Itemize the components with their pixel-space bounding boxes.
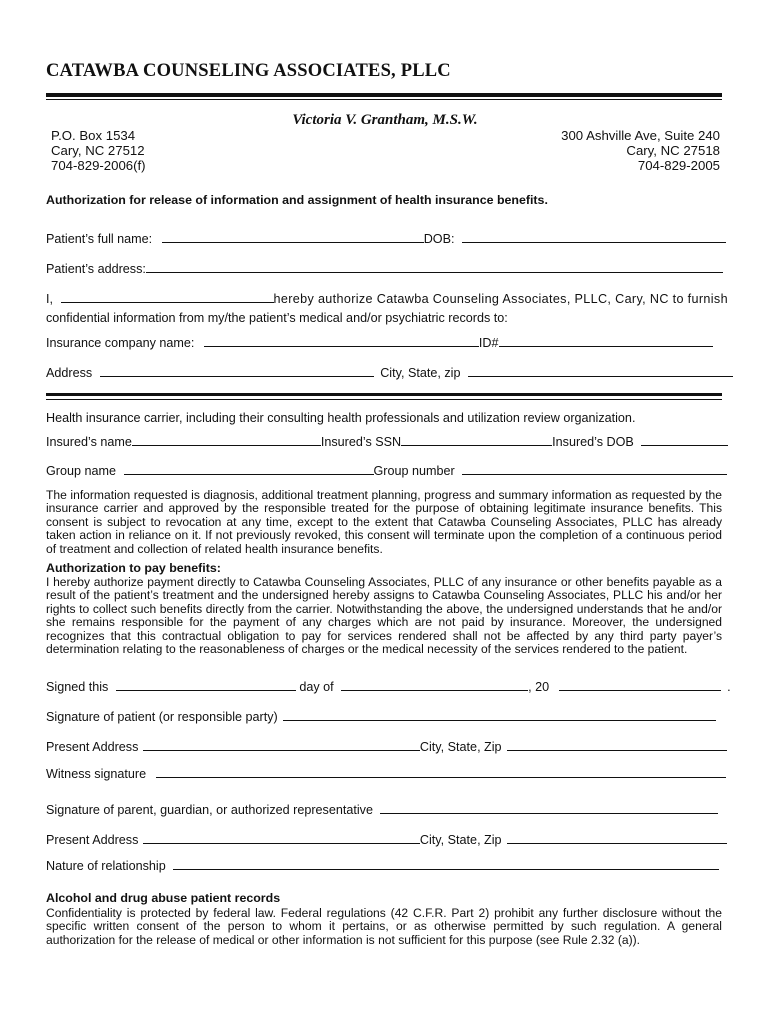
period: . [727, 680, 731, 694]
relationship-row [46, 857, 719, 873]
header-rule-thin [46, 99, 722, 100]
consent-text: The information requested is diagnosis, additional treatment planning, progress and summary information as requested by the insurance carrier and approved by the responsible treated for the purpose of obtaining legitimate insurance benefits. This consent is subject to revocation at any time, except to the extent that Catawba Counseling Associates, PLLC has already taken action in reliance on it. If not previously revoked, this consent will terminate upon the completion of a continuous period of treatment and collection of related health insurance benefits. [46, 488, 722, 556]
authorize-text: hereby authorize Catawba Counseling Associates, PLLC, Cary, NC to furnish [273, 292, 728, 306]
street-address-line: Cary, NC 27518 [626, 143, 720, 158]
carrier-note: Health insurance carrier, including their consulting health professionals and utilization review organization. [46, 411, 636, 425]
street-address-line: 300 Ashville Ave, Suite 240 [561, 128, 720, 143]
insured-ssn-field[interactable] [401, 433, 552, 446]
pay-benefits-heading: Authorization to pay benefits: [46, 561, 221, 575]
mailing-address-line: Cary, NC 27512 [51, 143, 145, 158]
phone-number: 704-829-2005 [637, 158, 720, 173]
patient-address-label: Patient’s address: [46, 262, 146, 276]
header-rule-thick [46, 93, 722, 97]
dob-field[interactable] [462, 230, 726, 243]
patient-address-row [46, 260, 723, 276]
guardian-signature-field[interactable] [380, 801, 718, 814]
day-of-label: day of [299, 680, 334, 694]
city-state-zip-label: City, State, Zip [419, 833, 502, 847]
section-rule-thick [46, 393, 722, 396]
insurance-company-field[interactable] [204, 334, 479, 347]
patient-signature-field[interactable] [283, 708, 716, 721]
signed-month-field[interactable] [341, 678, 528, 691]
insured-row [46, 433, 728, 449]
present-address-row [46, 738, 727, 754]
insured-ssn-label: Insured’s SSN [320, 435, 402, 449]
pay-benefits-text: I hereby authorize payment directly to Catawba Counseling Associates, PLLC of any insurance or other benefits payable as a result of the patient’s treatment and the undersigned hereby assigns to Catawba Counseling Associates, PLLC his and/or her rights to collect such benefits directly from the carrier. Notwithstanding the above, the undersigned understands that he and/or she remains responsible for the payment of any charges which are not paid by insurance. Moreover, the undersigned recognizes that this contractual obligation to pay for services rendered shall not be affected by any third party payer’s determination relating to the reasonableness of charges or the medical necessity of the services rendered to the patient. [46, 575, 722, 657]
id-field[interactable] [499, 334, 713, 347]
insured-name-label: Insured’s name [46, 435, 132, 449]
address-label: Address [46, 366, 93, 380]
patient-address-field[interactable] [146, 260, 723, 273]
id-label: ID# [478, 336, 499, 350]
authorize-prefix: I, [46, 292, 53, 306]
authorizer-name-field[interactable] [61, 290, 274, 303]
relationship-label: Nature of relationship [46, 859, 166, 873]
insured-dob-label: Insured’s DOB [552, 435, 634, 449]
present-city-state-zip-field[interactable] [507, 738, 727, 751]
alcohol-drug-heading: Alcohol and drug abuse patient records [46, 891, 281, 905]
group-row [46, 462, 727, 478]
relationship-field[interactable] [173, 857, 719, 870]
present-address-label: Present Address [46, 740, 139, 754]
signed-year-field[interactable] [559, 678, 721, 691]
section-rule-thin [46, 399, 722, 400]
insurance-company-label: Insurance company name: [46, 336, 195, 350]
alcohol-drug-paragraph [46, 907, 722, 947]
witness-signature-row [46, 765, 726, 781]
patient-signature-label: Signature of patient (or responsible party) [46, 710, 278, 724]
pay-benefits-paragraph [46, 576, 722, 656]
group-name-label: Group name [46, 464, 117, 478]
present-address-field[interactable] [143, 738, 420, 751]
city-state-zip-label: City, State, zip [380, 366, 461, 380]
fax-number: 704-829-2006(f) [51, 158, 146, 173]
practitioner-name: Victoria V. Grantham, M.S.W. [292, 112, 478, 128]
patient-name-field[interactable] [162, 230, 424, 243]
mailing-address-line: P.O. Box 1534 [51, 128, 136, 143]
guardian-city-state-zip-field[interactable] [507, 831, 727, 844]
group-number-field[interactable] [462, 462, 727, 475]
insurance-city-state-zip-field[interactable] [468, 364, 733, 377]
guardian-present-address-field[interactable] [143, 831, 420, 844]
signed-this-label: Signed this [46, 680, 109, 694]
authorize-text-continued: confidential information from my/the patient’s medical and/or psychiatric records to: [46, 311, 508, 325]
group-number-label: Group number [373, 464, 455, 478]
city-state-zip-label: City, State, Zip [419, 740, 502, 754]
patient-signature-row [46, 708, 716, 724]
group-name-field[interactable] [124, 462, 374, 475]
patient-name-row [46, 230, 726, 246]
insurance-address-field[interactable] [100, 364, 374, 377]
street-address [561, 128, 720, 173]
mailing-address [51, 128, 146, 173]
organization-title: CATAWBA COUNSELING ASSOCIATES, PLLC [46, 61, 451, 81]
consent-paragraph [46, 489, 722, 556]
alcohol-drug-text: Confidentiality is protected by federal law. Federal regulations (42 C.F.R. Part 2) prohibit any further disclosure without the specific written consent of the person to whom it pertains, or as otherwise permitted by such regulation. A general authorization for the release of medical or other information is not sufficient for this purpose (see Rule 2.32 (a)). [46, 906, 722, 947]
guardian-signature-row [46, 801, 718, 817]
guardian-signature-label: Signature of parent, guardian, or authorized representative [46, 803, 373, 817]
insurance-company-row [46, 334, 713, 350]
insurance-address-row [46, 364, 733, 380]
present-address-label: Present Address [46, 833, 139, 847]
witness-signature-field[interactable] [156, 765, 726, 778]
signed-day-field[interactable] [116, 678, 296, 691]
insured-dob-field[interactable] [641, 433, 728, 446]
insured-name-field[interactable] [132, 433, 321, 446]
dob-label: DOB: [423, 232, 455, 246]
form-title: Authorization for release of information and assignment of health insurance benefits. [46, 193, 548, 207]
authorize-row [46, 290, 728, 306]
patient-name-label: Patient’s full name: [46, 232, 153, 246]
guardian-present-address-row [46, 831, 727, 847]
signed-date-row [46, 678, 731, 694]
witness-signature-label: Witness signature [46, 767, 147, 781]
year-prefix: , 20 [528, 680, 550, 694]
